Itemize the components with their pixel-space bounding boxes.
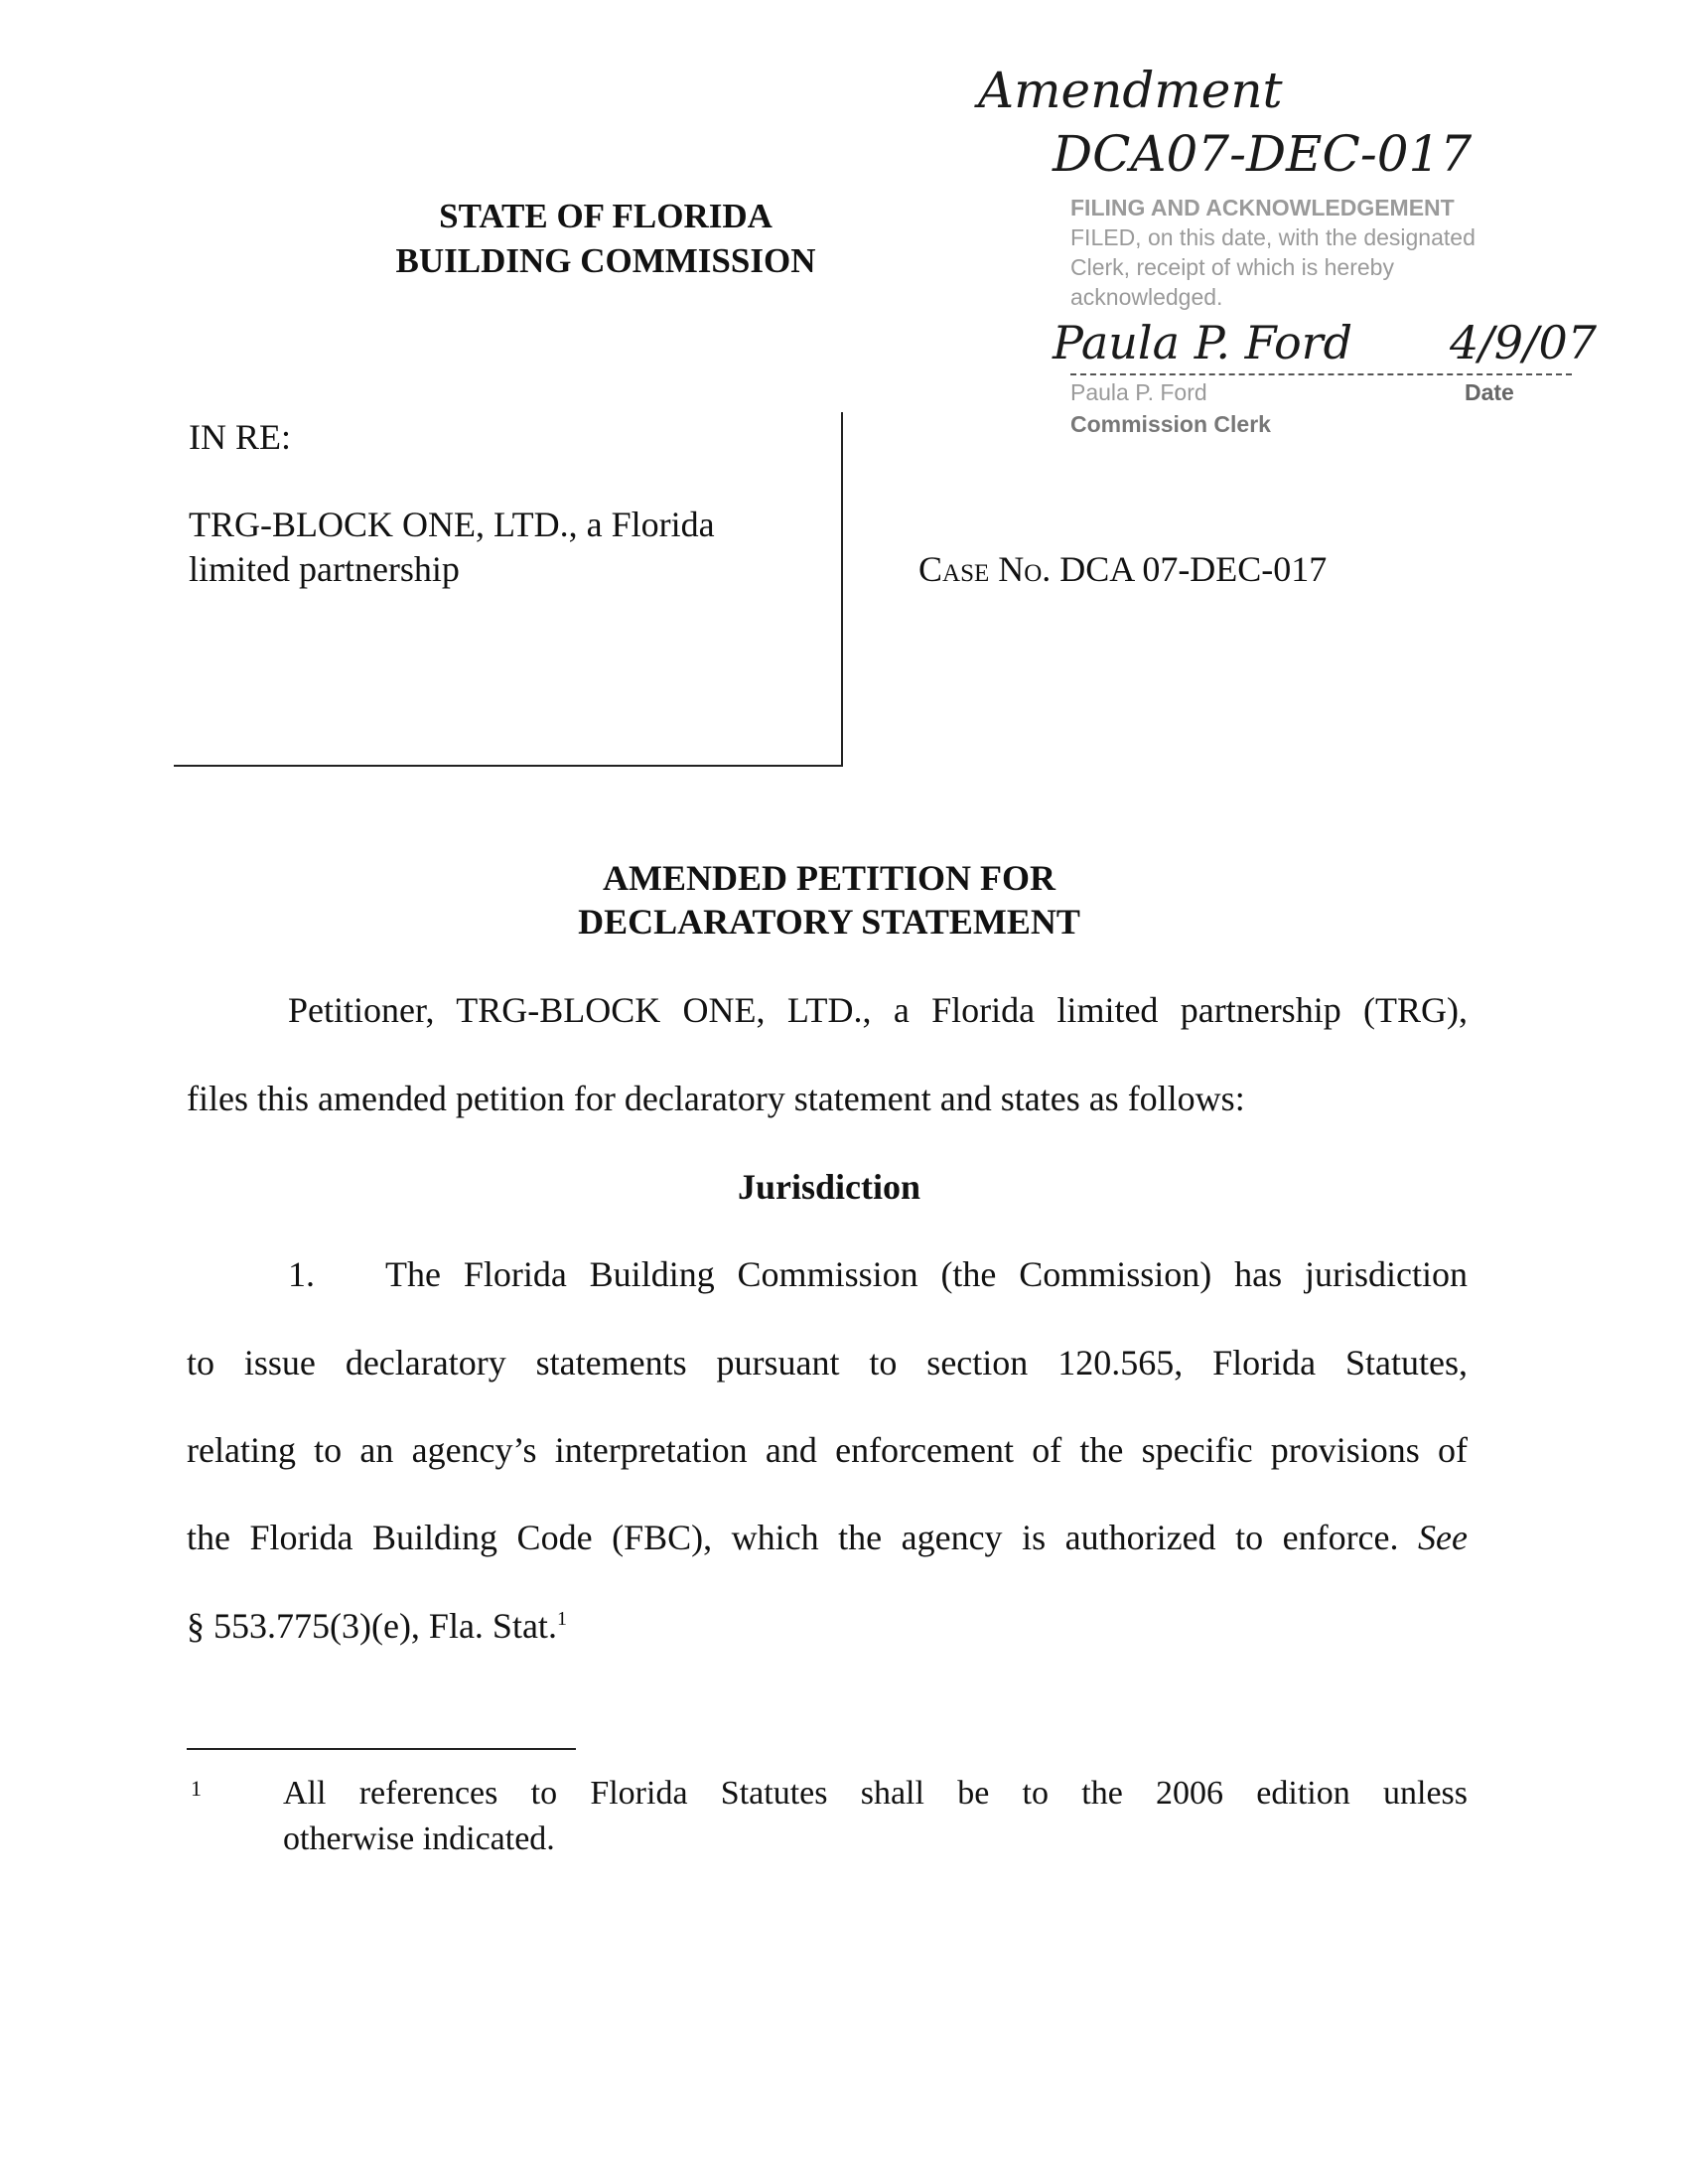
stamp-line-1: FILED, on this date, with the designated <box>1070 224 1476 250</box>
clerk-title: Commission Clerk <box>1070 411 1271 437</box>
stamp-line-3: acknowledged. <box>1070 284 1223 310</box>
header-line-2: BUILDING COMMISSION <box>395 241 816 280</box>
case-number <box>918 549 1327 590</box>
stamp-line-2: Clerk, receipt of which is hereby <box>1070 254 1394 280</box>
footnote-number: 1 <box>191 1776 202 1801</box>
party-line-2: limited partnership <box>189 549 460 589</box>
header-line-1: STATE OF FLORIDA <box>439 197 773 235</box>
footnote-line-1: All references to Florida Statutes shall be to the 2006 edition unless <box>283 1775 1468 1812</box>
stamp-heading: FILING AND ACKNOWLEDGEMENT <box>1070 195 1455 220</box>
paragraph-line-3: relating to an agency’s interpretation and enforcement of the specific provisions of <box>187 1430 1468 1470</box>
case-number-value: DCA 07-DEC-017 <box>1059 549 1328 589</box>
party-line-1: TRG-BLOCK ONE, LTD., a Florida <box>189 505 715 544</box>
footnote-separator <box>187 1748 576 1750</box>
caption-vertical-rule <box>841 412 843 765</box>
handwritten-amendment: Amendment <box>978 62 1283 119</box>
title-line-2: DECLARATORY STATEMENT <box>578 902 1080 942</box>
clerk-signature: Paula P. Ford <box>1053 316 1353 369</box>
footnote-reference: 1 <box>556 1608 567 1630</box>
date-label: Date <box>1465 379 1514 405</box>
handwritten-date: 4/9/07 <box>1450 316 1598 369</box>
see-signal: See <box>1418 1518 1469 1557</box>
paragraph-line-1: The Florida Building Commission (the Commission) has jurisdiction <box>385 1254 1468 1294</box>
title-line-1: AMENDED PETITION FOR <box>602 858 1056 898</box>
paragraph-line-5 <box>187 1606 567 1647</box>
handwritten-case: DCA07-DEC-017 <box>1053 125 1473 183</box>
paragraph-number: 1. <box>288 1254 315 1294</box>
statute-citation: § 553.775(3)(e), Fla. Stat. <box>187 1606 557 1646</box>
clerk-name: Paula P. Ford <box>1070 379 1207 405</box>
intro-line-2: files this amended petition for declaratory statement and states as follows: <box>187 1079 1245 1118</box>
section-heading: Jurisdiction <box>737 1167 921 1207</box>
paragraph-line-2: to issue declaratory statements pursuant to section 120.565, Florida Statutes, <box>187 1343 1468 1383</box>
signature-line <box>1070 373 1572 375</box>
footnote-line-2: otherwise indicated. <box>283 1820 555 1857</box>
paragraph-line-4-text: the Florida Building Code (FBC), which the agency is authorized to enforce. <box>187 1518 1399 1557</box>
in-re-label: IN RE: <box>189 417 291 457</box>
paragraph-line-4 <box>187 1518 1468 1558</box>
caption-horizontal-rule <box>174 765 843 767</box>
case-prefix: Case No. <box>918 549 1052 589</box>
intro-line-1: Petitioner, TRG-BLOCK ONE, LTD., a Florida limited partnership (TRG), <box>288 990 1468 1030</box>
